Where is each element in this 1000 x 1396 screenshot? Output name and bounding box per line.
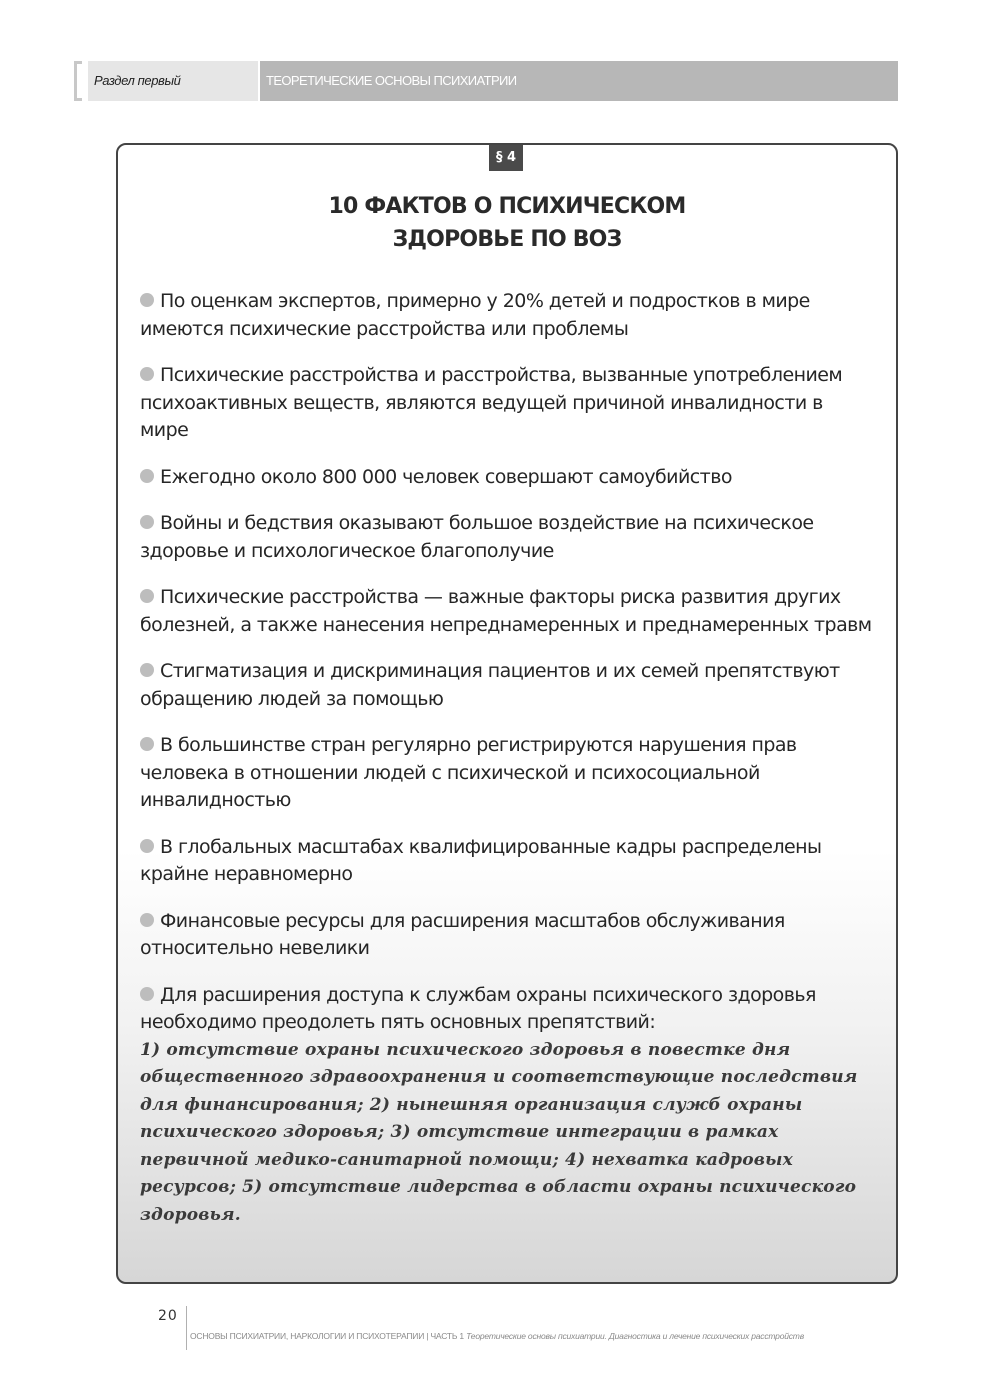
header-bracket: [72, 61, 86, 101]
bullet-icon: [140, 987, 154, 1001]
bullet-icon: [140, 589, 154, 603]
footer-subtitle: Теоретические основы психиатрии. Диагностика и лечение психических расстройств: [466, 1331, 804, 1341]
footer-divider: [186, 1306, 187, 1350]
bullet-icon: [140, 839, 154, 853]
fact-text: Стигматизация и дискриминация пациентов и их семей препятствуют обращению людей за помощью: [140, 660, 840, 710]
fact-text: Ежегодно около 800 000 человек совершают самоубийство: [160, 465, 732, 488]
fact-item: [140, 510, 875, 565]
bullet-icon: [140, 663, 154, 677]
paragraph-badge: § 4: [489, 145, 523, 171]
bullet-icon: [140, 515, 154, 529]
fact-text: Войны и бедствия оказывают большое воздействие на психическое здоровье и психологическое благополучие: [140, 512, 814, 562]
facts-list: [140, 288, 875, 1248]
box-title-line: ЗДОРОВЬЕ ПО ВОЗ: [392, 227, 622, 252]
fact-item: [140, 658, 875, 713]
fact-text: Психические расстройства и расстройства, вызванные употреблением психоактивных веществ, являются ведущей причиной инвалидности в мире: [140, 364, 843, 441]
fact-item: [140, 362, 875, 445]
fact-item: [140, 982, 875, 1230]
fact-text: В большинстве стран регулярно регистрируются нарушения прав человека в отношении людей с психической и психосоциальной инвалидностью: [140, 734, 797, 811]
fact-item: [140, 584, 875, 639]
fact-item: [140, 732, 875, 815]
fact-text: Психические расстройства — важные факторы риска развития других болезней, а также нанесения непреднамеренных и преднамеренных травм: [140, 586, 872, 636]
bullet-icon: [140, 469, 154, 483]
section-title: ТЕОРЕТИЧЕСКИЕ ОСНОВЫ ПСИХИАТРИИ: [260, 61, 898, 101]
footer-book-title: ОСНОВЫ ПСИХИАТРИИ, НАРКОЛОГИИ И ПСИХОТЕРАПИИ | ЧАСТЬ 1: [190, 1331, 464, 1341]
running-footer: [190, 1331, 902, 1341]
fact-item: [140, 908, 875, 963]
fact-text: В глобальных масштабах квалифицированные кадры распределены крайне неравномерно: [140, 835, 822, 885]
fact-item: [140, 288, 875, 343]
fact-text: Финансовые ресурсы для расширения масштабов обслуживания относительно невелики: [140, 909, 785, 959]
bullet-icon: [140, 367, 154, 381]
running-header: [72, 61, 898, 101]
section-label: Раздел первый: [88, 61, 258, 101]
bullet-icon: [140, 913, 154, 927]
page-number: 20: [158, 1308, 178, 1324]
fact-details: 1) отсутствие охраны психического здоровья в повестке дня общественного здравоохранения и соответствующие последствия для финансирования; 2) нынешняя организация служб охраны психического здоровья; 3) отсутствие интеграции в рамках первичной медико-санитарной помощи; 4) нехватка кадровых ресурсов; 5) отсутствие лидерства в области охраны психического здоровья.: [140, 1039, 858, 1225]
fact-text: Для расширения доступа к службам охраны психического здоровья необходимо преодолеть пять основных препятствий:: [140, 983, 816, 1033]
fact-text: По оценкам экспертов, примерно у 20% детей и подростков в мире имеются психические расстройства или проблемы: [140, 290, 810, 340]
bullet-icon: [140, 293, 154, 307]
bullet-icon: [140, 737, 154, 751]
fact-item: [140, 834, 875, 889]
box-title-line: 10 ФАКТОВ О ПСИХИЧЕСКОМ: [328, 194, 686, 219]
box-title: [116, 190, 898, 256]
fact-item: [140, 464, 875, 492]
